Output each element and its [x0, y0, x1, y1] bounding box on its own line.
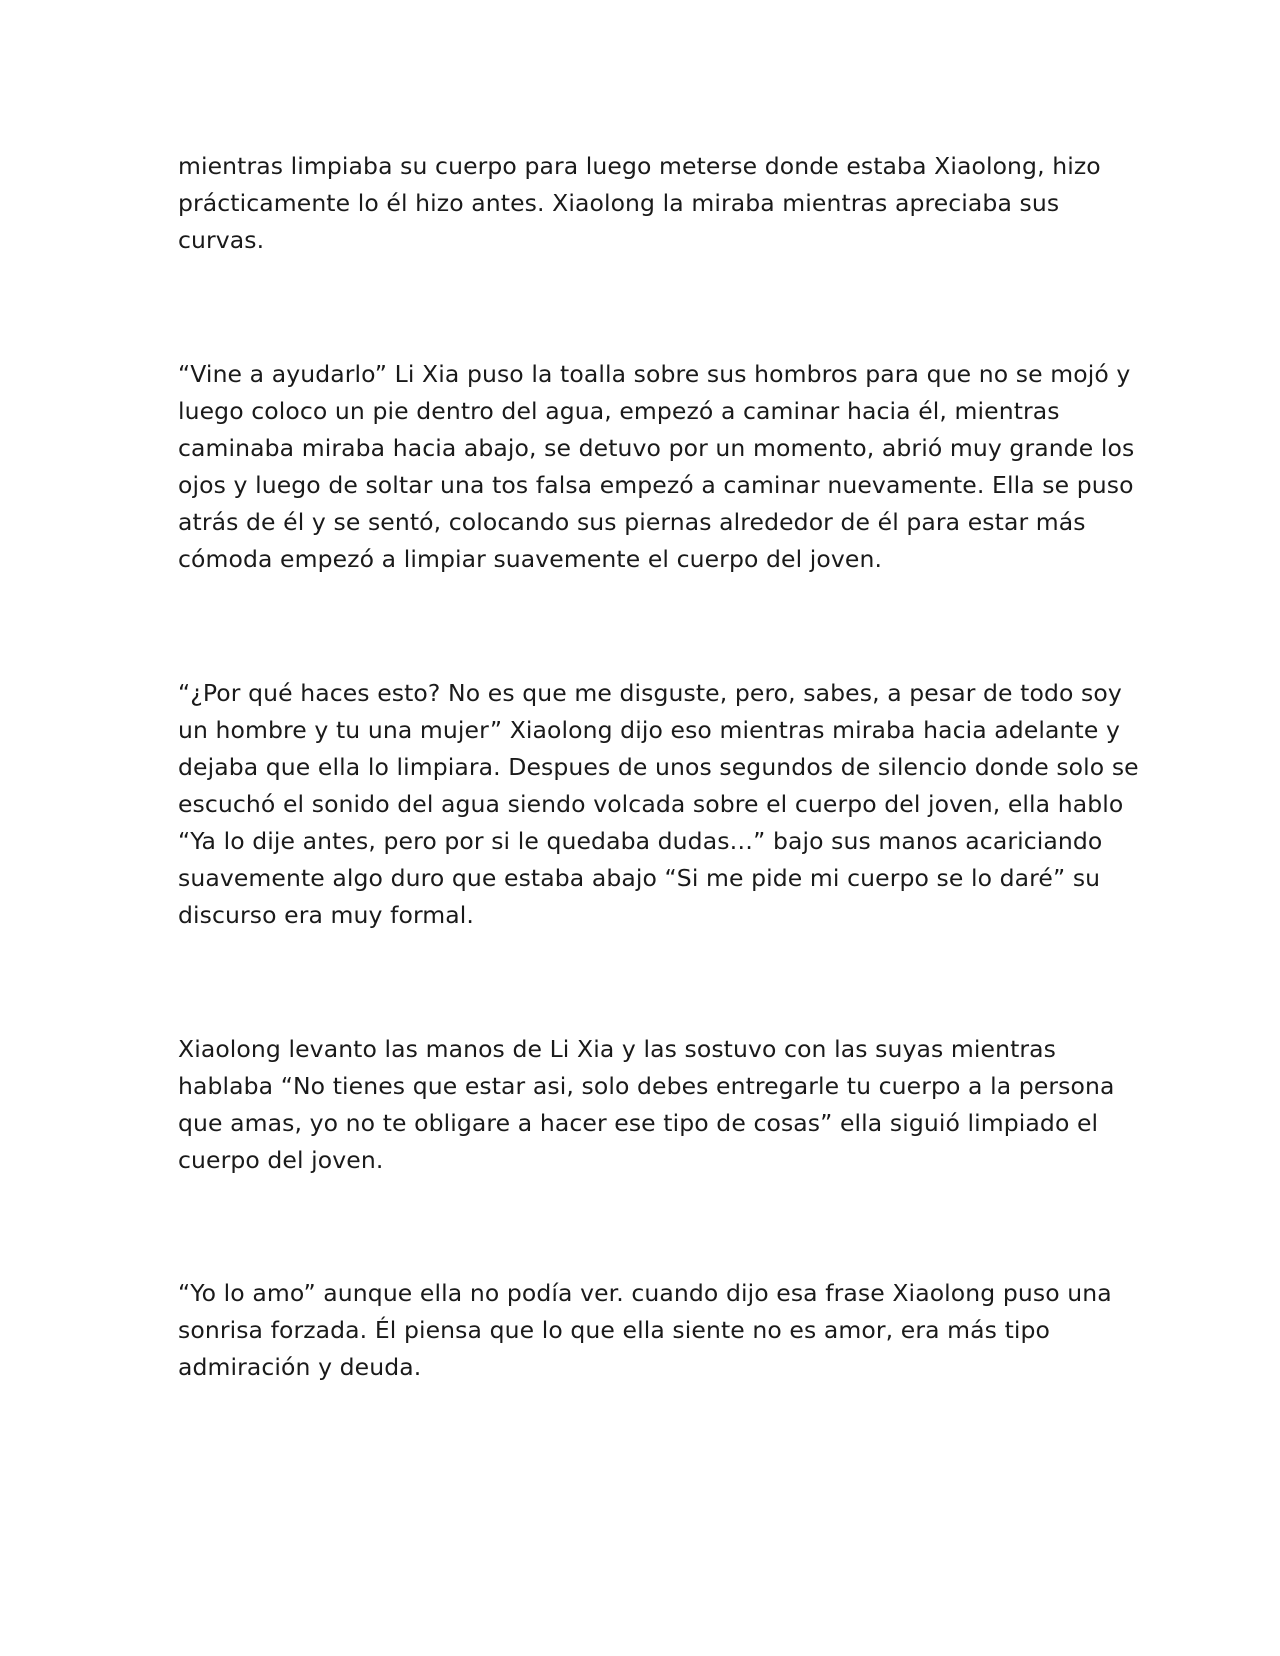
paragraph-line: ojos y luego de soltar una tos falsa empezó a caminar nuevamente. Ella se puso: [178, 471, 1134, 499]
paragraph-line: prácticamente lo él hizo antes. Xiaolong la miraba mientras apreciaba sus: [178, 189, 1060, 217]
paragraph-line: Xiaolong levanto las manos de Li Xia y las sostuvo con las suyas mientras: [178, 1035, 1057, 1063]
paragraph-line: cuerpo del joven.: [178, 1146, 384, 1174]
paragraph-line: luego coloco un pie dentro del agua, empezó a caminar hacia él, mientras: [178, 397, 1060, 425]
paragraph-line: “Ya lo dije antes, pero por si le quedaba dudas…” bajo sus manos acariciando: [178, 827, 1103, 855]
paragraph-2: [178, 356, 1135, 578]
paragraph-line: cómoda empezó a limpiar suavemente el cuerpo del joven.: [178, 545, 883, 573]
paragraph-line: curvas.: [178, 226, 265, 254]
paragraph-line: que amas, yo no te obligare a hacer ese tipo de cosas” ella siguió limpiado el: [178, 1109, 1099, 1137]
paragraph-line: un hombre y tu una mujer” Xiaolong dijo eso mientras miraba hacia adelante y: [178, 716, 1120, 744]
paragraph-line: dejaba que ella lo limpiara. Despues de unos segundos de silencio donde solo se: [178, 753, 1139, 781]
paragraph-1: [178, 148, 1108, 259]
paragraph-4: [178, 1031, 1115, 1179]
paragraph-5: [178, 1275, 1112, 1386]
paragraph-line: caminaba miraba hacia abajo, se detuvo por un momento, abrió muy grande los: [178, 434, 1135, 462]
paragraph-line: “Yo lo amo” aunque ella no podía ver. cuando dijo esa frase Xiaolong puso una: [178, 1279, 1112, 1307]
paragraph-line: suavemente algo duro que estaba abajo “Si me pide mi cuerpo se lo daré” su: [178, 864, 1101, 892]
paragraph-line: hablaba “No tienes que estar asi, solo debes entregarle tu cuerpo a la persona: [178, 1072, 1115, 1100]
paragraph-line: admiración y deuda.: [178, 1353, 422, 1381]
paragraph-line: atrás de él y se sentó, colocando sus piernas alrededor de él para estar más: [178, 508, 1086, 536]
paragraph-line: mientras limpiaba su cuerpo para luego meterse donde estaba Xiaolong, hizo: [178, 152, 1101, 180]
paragraph-3: [178, 675, 1139, 934]
paragraph-line: “Vine a ayudarlo” Li Xia puso la toalla sobre sus hombros para que no se mojó y: [178, 360, 1131, 388]
paragraph-line: sonrisa forzada. Él piensa que lo que ella siente no es amor, era más tipo: [178, 1316, 1051, 1344]
paragraph-line: escuchó el sonido del agua siendo volcada sobre el cuerpo del joven, ella hablo: [178, 790, 1124, 818]
paragraph-line: “¿Por qué haces esto? No es que me disguste, pero, sabes, a pesar de todo soy: [178, 679, 1122, 707]
paragraph-line: discurso era muy formal.: [178, 901, 475, 929]
